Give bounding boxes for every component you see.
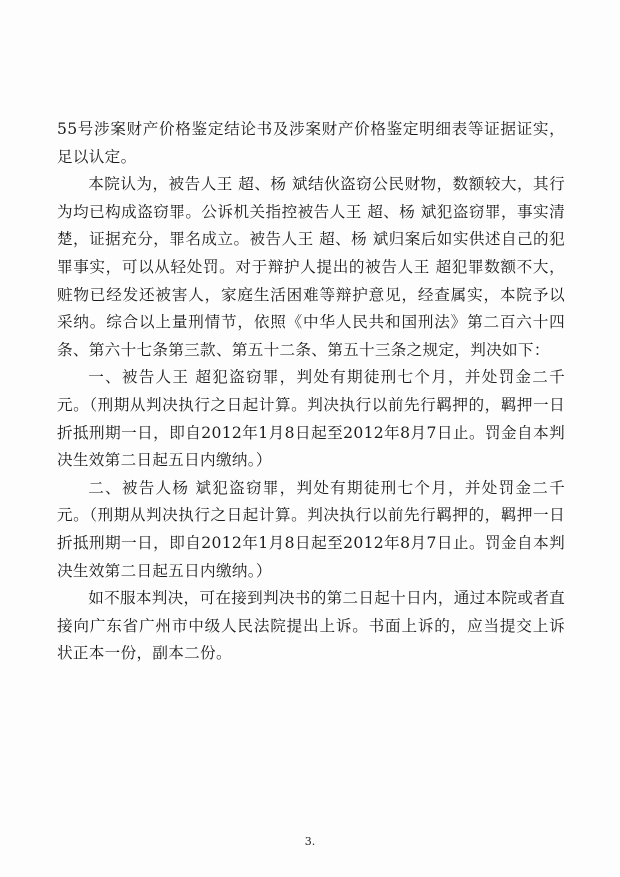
paragraph-court-opinion: 本院认为，被告人王 超、杨 斌结伙盗窃公民财物，数额较大，其行为均已构成盗窃罪。公诉机关指控被告人王 超、杨 斌犯盗窃罪，事实清楚，证据充分，罪名成立。被告人王 超、杨 斌归案后如实供述自己的犯罪事实，可以从轻处罚。对于辩护人提出的被告人王 超犯罪数额不大，赃物已经发还被害人，家庭生活困难等辩护意见，经查属实，本院予以采纳。综合以上量刑情节，依照《中华人民共和国刑法》第二百六十四条、第六十七条第三款、第五十二条、第五十三条之规定，判决如下： bbox=[57, 175, 565, 359]
judgment-text bbox=[57, 116, 565, 668]
paragraph-appeal-notice: 如不服本判决，可在接到判决书的第二日起十日内，通过本院或者直接向广东省广州市中级人民法院提出上诉。书面上诉的，应当提交上诉状正本一份，副本二份。 bbox=[57, 589, 566, 663]
page-number: 3. bbox=[304, 835, 316, 848]
paragraph-verdict-yang: 二、被告人杨 斌犯盗窃罪，判处有期徒刑七个月，并处罚金二千元。（刑期从判决执行之日起计算。判决执行以前先行羁押的，羁押一日折抵刑期一日，即自2012年1月8日起至2012年8月7日止。罚金自本判决生效第二日起五日内缴纳。） bbox=[57, 478, 565, 580]
paragraph-verdict-wang: 一、被告人王 超犯盗窃罪，判处有期徒刑七个月，并处罚金二千元。（刑期从判决执行之日起计算。判决执行以前先行羁押的，羁押一日折抵刑期一日，即自2012年1月8日起至2012年8月7日止。罚金自本判决生效第二日起五日内缴纳。） bbox=[57, 368, 565, 470]
paragraph-evidence-conclusion: 55号涉案财产价格鉴定结论书及涉案财产价格鉴定明细表等证据证实，足以认定。 bbox=[57, 120, 565, 166]
